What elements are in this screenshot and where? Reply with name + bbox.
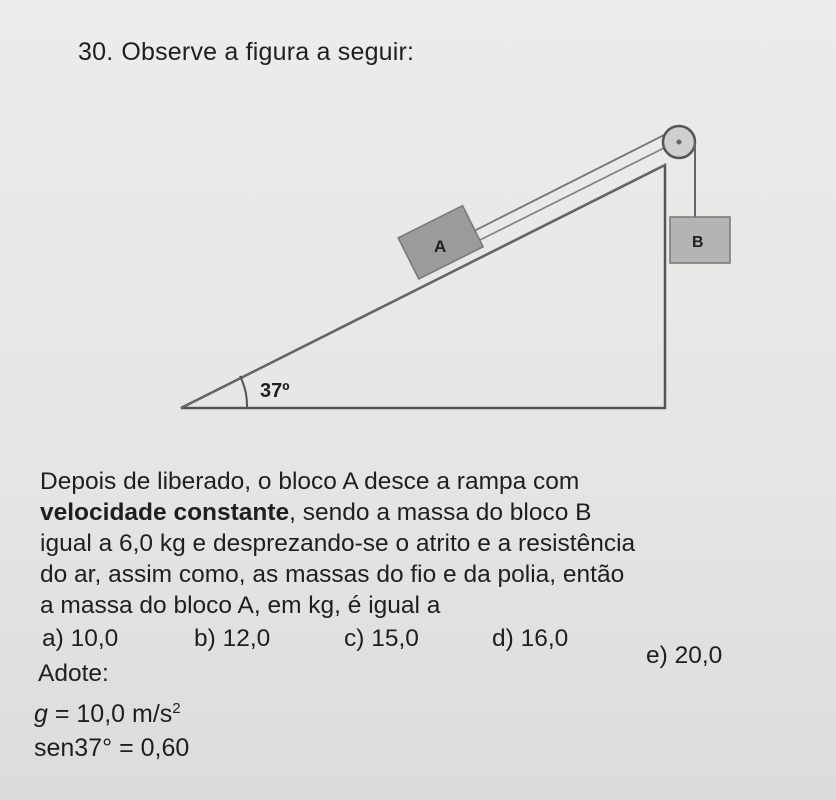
option-a[interactable]: a) 10,0 — [42, 625, 119, 652]
question-number: 30. — [78, 38, 114, 66]
constant-velocity-emphasis: velocidade constante — [40, 499, 290, 526]
statement-line-1: Depois de liberado, o bloco A desce a rampa com — [40, 468, 580, 495]
sine-formula — [34, 734, 189, 763]
pulley-axle — [677, 140, 682, 145]
statement-line-5: a massa do bloco A, em kg, é igual a — [40, 592, 441, 619]
statement-line-2 — [40, 497, 830, 528]
problem-statement — [40, 466, 830, 621]
statement-line-2-rest: , sendo a massa do bloco B — [289, 499, 592, 526]
statement-line-4: do ar, assim como, as massas do fio e da polia, então — [40, 561, 625, 588]
block-b-label: B — [692, 234, 704, 251]
adote-label: Adote: — [38, 660, 109, 687]
statement-line-3: igual a 6,0 kg e desprezando-se o atrito e a resistência — [40, 530, 636, 557]
ramp-track-lower — [181, 165, 665, 408]
angle-arc — [240, 376, 247, 408]
option-e[interactable]: e) 20,0 — [646, 642, 723, 669]
rope-ramp-2 — [478, 142, 676, 241]
option-b[interactable]: b) 12,0 — [194, 625, 271, 652]
angle-label: 37º — [260, 380, 290, 402]
option-d[interactable]: d) 16,0 — [492, 625, 569, 652]
sine-value: = 0,60 — [119, 734, 190, 762]
gravity-formula — [34, 700, 181, 729]
gravity-value: = 10,0 m/s — [54, 700, 173, 728]
question-prompt: Observe a figura a seguir: — [121, 38, 415, 66]
sine-symbol: sen37° — [34, 734, 113, 762]
block-a-label: A — [434, 237, 447, 256]
option-c[interactable]: c) 15,0 — [344, 625, 419, 652]
gravity-symbol: g — [34, 700, 48, 728]
rope-ramp-1 — [472, 131, 672, 232]
gravity-exponent: 2 — [172, 700, 181, 717]
